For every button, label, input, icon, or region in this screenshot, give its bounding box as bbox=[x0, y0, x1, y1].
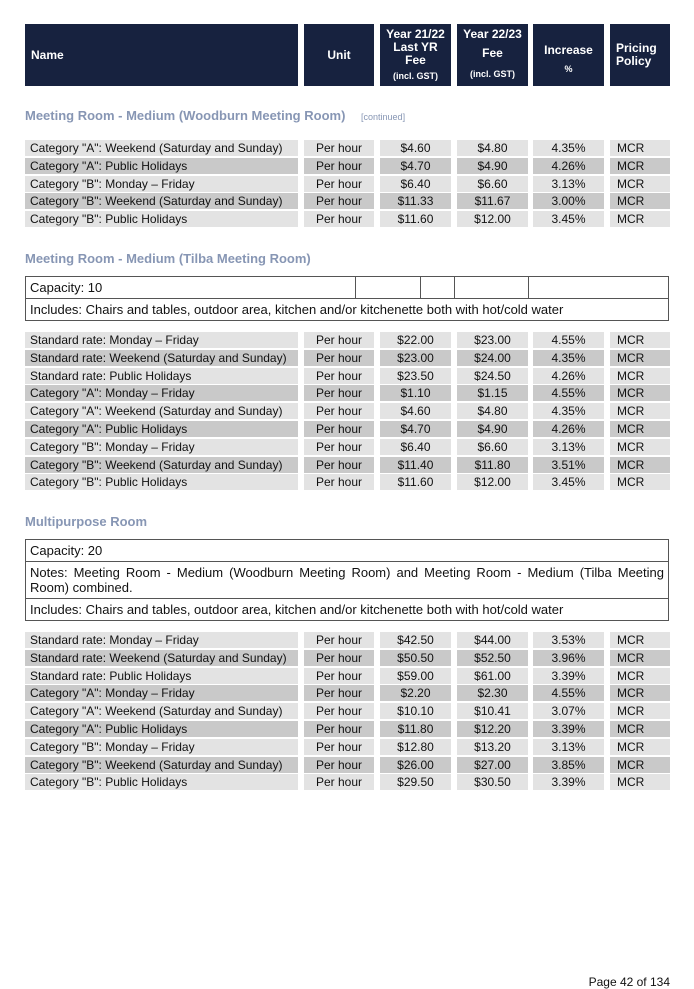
header-policy-l2: Policy bbox=[616, 54, 652, 68]
last-year-fee-cell: $23.00 bbox=[380, 350, 451, 366]
unit-cell: Per hour bbox=[304, 632, 374, 648]
unit-cell: Per hour bbox=[304, 703, 374, 719]
pricing-policy-cell: MCR bbox=[610, 332, 670, 348]
table-row bbox=[25, 385, 670, 403]
table-row bbox=[25, 685, 670, 703]
fee-cell: $12.20 bbox=[457, 721, 528, 737]
pricing-policy-cell: MCR bbox=[610, 385, 670, 401]
last-year-fee-cell: $26.00 bbox=[380, 757, 451, 773]
fee-cell: $10.41 bbox=[457, 703, 528, 719]
header-last-year-l3: Fee bbox=[405, 52, 426, 67]
table-row bbox=[25, 193, 670, 211]
header-last-year-l1: Year 21/22 bbox=[386, 26, 445, 41]
fee-name-cell: Category "A": Public Holidays bbox=[25, 721, 298, 737]
increase-cell: 3.00% bbox=[533, 193, 604, 209]
pricing-policy-cell: MCR bbox=[610, 457, 670, 473]
pricing-policy-cell: MCR bbox=[610, 721, 670, 737]
increase-cell: 4.26% bbox=[533, 158, 604, 174]
header-increase bbox=[533, 24, 604, 86]
table-row bbox=[25, 140, 670, 158]
increase-cell: 3.13% bbox=[533, 439, 604, 455]
pricing-policy-cell: MCR bbox=[610, 421, 670, 437]
section-title-multipurpose: Multipurpose Room bbox=[25, 514, 148, 529]
capacity-empty-cell bbox=[528, 277, 668, 298]
increase-cell: 3.07% bbox=[533, 703, 604, 719]
fee-cell: $4.80 bbox=[457, 403, 528, 419]
unit-cell: Per hour bbox=[304, 439, 374, 455]
unit-cell: Per hour bbox=[304, 774, 374, 790]
fee-cell: $44.00 bbox=[457, 632, 528, 648]
notes-row: Notes: Meeting Room - Medium (Woodburn Meeting Room) and Meeting Room - Medium (Tilba Meeting Room) combined. bbox=[26, 561, 668, 598]
increase-cell: 3.13% bbox=[533, 176, 604, 192]
fee-name-cell: Category "B": Monday – Friday bbox=[25, 739, 298, 755]
increase-cell: 4.55% bbox=[533, 385, 604, 401]
increase-cell: 4.35% bbox=[533, 350, 604, 366]
table-row bbox=[25, 457, 670, 475]
fee-name-cell: Category "B": Monday – Friday bbox=[25, 439, 298, 455]
fee-cell: $12.00 bbox=[457, 474, 528, 490]
fee-name-cell: Category "A": Monday – Friday bbox=[25, 385, 298, 401]
unit-cell: Per hour bbox=[304, 668, 374, 684]
fee-name-cell: Standard rate: Weekend (Saturday and Sunday) bbox=[25, 350, 298, 366]
pricing-policy-cell: MCR bbox=[610, 650, 670, 666]
page-number: Page 42 of 134 bbox=[588, 975, 670, 989]
table-row bbox=[25, 403, 670, 421]
unit-cell: Per hour bbox=[304, 332, 374, 348]
header-last-year-l2: Last YR bbox=[393, 39, 438, 54]
capacity-empty-cell bbox=[355, 277, 420, 298]
unit-cell: Per hour bbox=[304, 421, 374, 437]
unit-cell: Per hour bbox=[304, 403, 374, 419]
last-year-fee-cell: $2.20 bbox=[380, 685, 451, 701]
fee-name-cell: Category "B": Public Holidays bbox=[25, 211, 298, 227]
header-this-year-note: (incl. GST) bbox=[470, 69, 515, 79]
pricing-policy-cell: MCR bbox=[610, 739, 670, 755]
last-year-fee-cell: $4.70 bbox=[380, 421, 451, 437]
fee-cell: $52.50 bbox=[457, 650, 528, 666]
increase-cell: 3.45% bbox=[533, 474, 604, 490]
pricing-policy-cell: MCR bbox=[610, 140, 670, 156]
capacity-row bbox=[26, 277, 668, 298]
fee-cell: $23.00 bbox=[457, 332, 528, 348]
last-year-fee-cell: $11.33 bbox=[380, 193, 451, 209]
table-row bbox=[25, 757, 670, 775]
table-row bbox=[25, 439, 670, 457]
last-year-fee-cell: $22.00 bbox=[380, 332, 451, 348]
fee-name-cell: Standard rate: Weekend (Saturday and Sunday) bbox=[25, 650, 298, 666]
table-row bbox=[25, 650, 670, 668]
fee-cell: $4.90 bbox=[457, 158, 528, 174]
fee-name-cell: Category "B": Weekend (Saturday and Sunday) bbox=[25, 193, 298, 209]
fee-name-cell: Category "A": Weekend (Saturday and Sunday) bbox=[25, 140, 298, 156]
table-row bbox=[25, 368, 670, 386]
includes-row: Includes: Chairs and tables, outdoor area, kitchen and/or kitchenette both with hot/cold water bbox=[26, 298, 668, 320]
fee-name-cell: Category "A": Weekend (Saturday and Sunday) bbox=[25, 403, 298, 419]
unit-cell: Per hour bbox=[304, 368, 374, 384]
header-name-label: Name bbox=[31, 47, 64, 62]
pricing-policy-cell: MCR bbox=[610, 193, 670, 209]
header-last-year-note: (incl. GST) bbox=[393, 70, 438, 81]
fee-cell: $6.60 bbox=[457, 176, 528, 192]
increase-cell: 3.39% bbox=[533, 668, 604, 684]
header-increase-l2: % bbox=[564, 64, 573, 74]
fee-name-cell: Category "B": Public Holidays bbox=[25, 474, 298, 490]
fee-name-cell: Category "A": Public Holidays bbox=[25, 158, 298, 174]
fee-cell: $1.15 bbox=[457, 385, 528, 401]
last-year-fee-cell: $29.50 bbox=[380, 774, 451, 790]
unit-cell: Per hour bbox=[304, 350, 374, 366]
fee-name-cell: Category "B": Public Holidays bbox=[25, 774, 298, 790]
table-row bbox=[25, 739, 670, 757]
fee-cell: $30.50 bbox=[457, 774, 528, 790]
last-year-fee-cell: $23.50 bbox=[380, 368, 451, 384]
fee-name-cell: Standard rate: Monday – Friday bbox=[25, 332, 298, 348]
header-unit-label: Unit bbox=[327, 47, 351, 62]
pricing-policy-cell: MCR bbox=[610, 403, 670, 419]
capacity-text: Capacity: 10 bbox=[30, 280, 103, 295]
last-year-fee-cell: $12.80 bbox=[380, 739, 451, 755]
increase-cell: 3.13% bbox=[533, 739, 604, 755]
pricing-policy-cell: MCR bbox=[610, 757, 670, 773]
info-box-tilba bbox=[25, 276, 669, 321]
table-row bbox=[25, 176, 670, 194]
includes-row: Includes: Chairs and tables, outdoor area, kitchen and/or kitchenette both with hot/cold water bbox=[26, 598, 668, 620]
unit-cell: Per hour bbox=[304, 739, 374, 755]
header-last-year bbox=[380, 24, 451, 86]
increase-cell: 3.39% bbox=[533, 721, 604, 737]
unit-cell: Per hour bbox=[304, 140, 374, 156]
increase-cell: 3.85% bbox=[533, 757, 604, 773]
last-year-fee-cell: $6.40 bbox=[380, 439, 451, 455]
unit-cell: Per hour bbox=[304, 721, 374, 737]
fee-name-cell: Category "B": Weekend (Saturday and Sunday) bbox=[25, 757, 298, 773]
increase-cell: 4.55% bbox=[533, 332, 604, 348]
fee-cell: $4.90 bbox=[457, 421, 528, 437]
header-this-year-l1: Year 22/23 bbox=[463, 27, 522, 41]
fee-cell: $12.00 bbox=[457, 211, 528, 227]
section-title-tilba: Meeting Room - Medium (Tilba Meeting Room) bbox=[25, 251, 311, 266]
unit-cell: Per hour bbox=[304, 474, 374, 490]
pricing-policy-cell: MCR bbox=[610, 439, 670, 455]
unit-cell: Per hour bbox=[304, 385, 374, 401]
table-row bbox=[25, 632, 670, 650]
section-title-woodburn-text: Meeting Room - Medium (Woodburn Meeting Room) bbox=[25, 108, 346, 123]
unit-cell: Per hour bbox=[304, 685, 374, 701]
capacity-empty-cell bbox=[454, 277, 528, 298]
fee-name-cell: Standard rate: Public Holidays bbox=[25, 668, 298, 684]
unit-cell: Per hour bbox=[304, 757, 374, 773]
header-policy bbox=[610, 24, 670, 86]
fee-table-multipurpose bbox=[25, 632, 670, 792]
fee-cell: $11.80 bbox=[457, 457, 528, 473]
fee-name-cell: Category "A": Monday – Friday bbox=[25, 685, 298, 701]
fee-cell: $61.00 bbox=[457, 668, 528, 684]
unit-cell: Per hour bbox=[304, 457, 374, 473]
last-year-fee-cell: $11.40 bbox=[380, 457, 451, 473]
fee-cell: $4.80 bbox=[457, 140, 528, 156]
unit-cell: Per hour bbox=[304, 650, 374, 666]
increase-cell: 4.35% bbox=[533, 140, 604, 156]
pricing-policy-cell: MCR bbox=[610, 158, 670, 174]
info-box-multipurpose bbox=[25, 539, 669, 621]
last-year-fee-cell: $50.50 bbox=[380, 650, 451, 666]
fee-cell: $6.60 bbox=[457, 439, 528, 455]
unit-cell: Per hour bbox=[304, 211, 374, 227]
continued-note: [continued] bbox=[361, 112, 406, 122]
increase-cell: 3.45% bbox=[533, 211, 604, 227]
last-year-fee-cell: $11.60 bbox=[380, 211, 451, 227]
fee-cell: $24.50 bbox=[457, 368, 528, 384]
fee-name-cell: Category "A": Public Holidays bbox=[25, 421, 298, 437]
table-row bbox=[25, 668, 670, 686]
header-name bbox=[25, 24, 298, 86]
increase-cell: 4.26% bbox=[533, 421, 604, 437]
header-policy-l1: Pricing bbox=[616, 41, 657, 55]
last-year-fee-cell: $59.00 bbox=[380, 668, 451, 684]
fee-name-cell: Standard rate: Public Holidays bbox=[25, 368, 298, 384]
increase-cell: 3.53% bbox=[533, 632, 604, 648]
pricing-policy-cell: MCR bbox=[610, 350, 670, 366]
pricing-policy-cell: MCR bbox=[610, 668, 670, 684]
pricing-policy-cell: MCR bbox=[610, 685, 670, 701]
table-row bbox=[25, 421, 670, 439]
header-this-year bbox=[457, 24, 528, 86]
pricing-policy-cell: MCR bbox=[610, 632, 670, 648]
increase-cell: 4.26% bbox=[533, 368, 604, 384]
increase-cell: 4.55% bbox=[533, 685, 604, 701]
fee-cell: $27.00 bbox=[457, 757, 528, 773]
table-row bbox=[25, 211, 670, 229]
pricing-policy-cell: MCR bbox=[610, 368, 670, 384]
fee-name-cell: Category "B": Weekend (Saturday and Sunday) bbox=[25, 457, 298, 473]
pricing-policy-cell: MCR bbox=[610, 211, 670, 227]
table-row bbox=[25, 774, 670, 792]
pricing-policy-cell: MCR bbox=[610, 703, 670, 719]
table-row bbox=[25, 703, 670, 721]
table-row bbox=[25, 332, 670, 350]
fee-table-woodburn bbox=[25, 140, 670, 229]
last-year-fee-cell: $11.60 bbox=[380, 474, 451, 490]
unit-cell: Per hour bbox=[304, 158, 374, 174]
fee-name-cell: Category "A": Weekend (Saturday and Sunday) bbox=[25, 703, 298, 719]
header-unit bbox=[304, 24, 374, 86]
last-year-fee-cell: $4.60 bbox=[380, 403, 451, 419]
increase-cell: 3.39% bbox=[533, 774, 604, 790]
pricing-policy-cell: MCR bbox=[610, 774, 670, 790]
header-this-year-l2: Fee bbox=[482, 45, 503, 60]
last-year-fee-cell: $4.70 bbox=[380, 158, 451, 174]
fee-name-cell: Standard rate: Monday – Friday bbox=[25, 632, 298, 648]
table-row bbox=[25, 474, 670, 492]
increase-cell: 3.96% bbox=[533, 650, 604, 666]
table-row bbox=[25, 350, 670, 368]
increase-cell: 3.51% bbox=[533, 457, 604, 473]
table-row bbox=[25, 158, 670, 176]
capacity-row: Capacity: 20 bbox=[30, 543, 103, 558]
fee-table-tilba bbox=[25, 332, 670, 492]
last-year-fee-cell: $42.50 bbox=[380, 632, 451, 648]
increase-cell: 4.35% bbox=[533, 403, 604, 419]
unit-cell: Per hour bbox=[304, 193, 374, 209]
table-row bbox=[25, 721, 670, 739]
fee-cell: $24.00 bbox=[457, 350, 528, 366]
fee-cell: $11.67 bbox=[457, 193, 528, 209]
last-year-fee-cell: $1.10 bbox=[380, 385, 451, 401]
fee-name-cell: Category "B": Monday – Friday bbox=[25, 176, 298, 192]
fee-cell: $13.20 bbox=[457, 739, 528, 755]
last-year-fee-cell: $10.10 bbox=[380, 703, 451, 719]
header-increase-l1: Increase bbox=[544, 43, 593, 57]
unit-cell: Per hour bbox=[304, 176, 374, 192]
last-year-fee-cell: $11.80 bbox=[380, 721, 451, 737]
section-title-woodburn bbox=[25, 108, 405, 123]
last-year-fee-cell: $6.40 bbox=[380, 176, 451, 192]
pricing-policy-cell: MCR bbox=[610, 474, 670, 490]
capacity-empty-cell bbox=[420, 277, 454, 298]
pricing-policy-cell: MCR bbox=[610, 176, 670, 192]
fee-cell: $2.30 bbox=[457, 685, 528, 701]
last-year-fee-cell: $4.60 bbox=[380, 140, 451, 156]
